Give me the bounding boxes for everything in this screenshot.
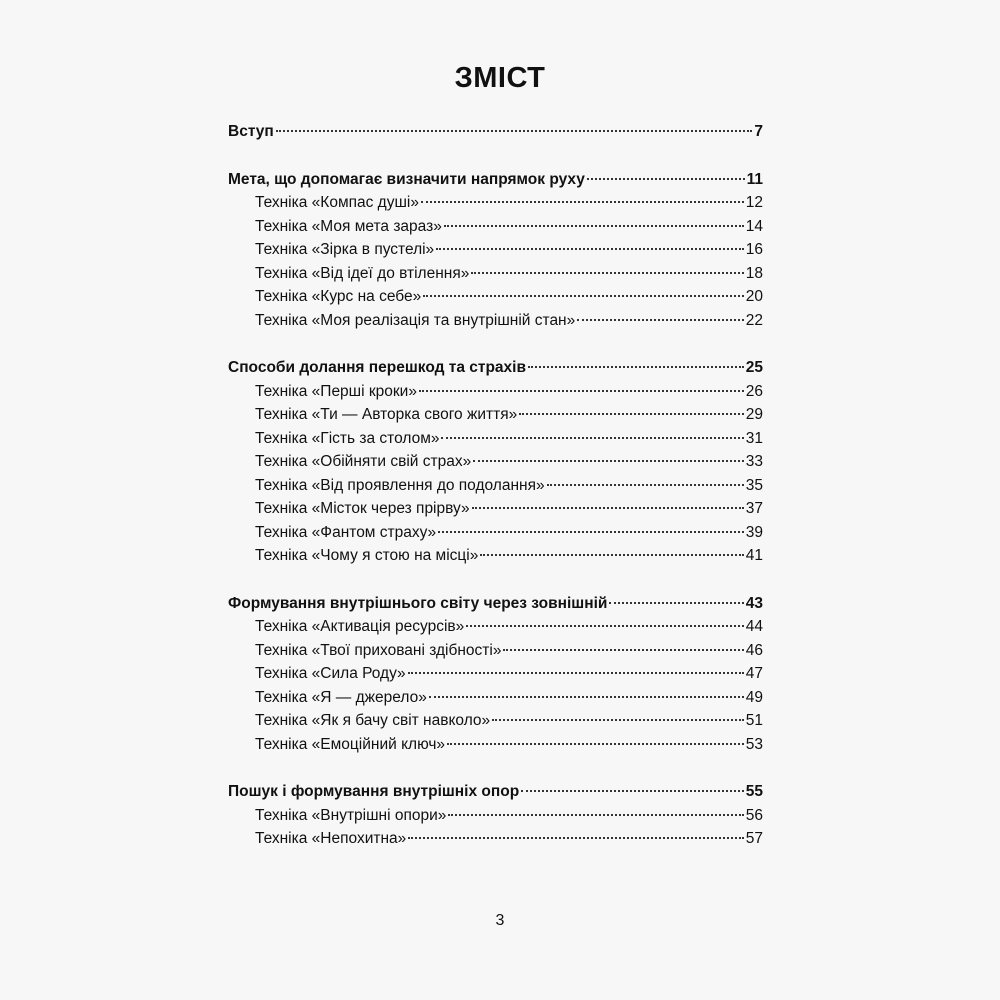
dot-leader [471,272,743,274]
toc-section [228,356,763,568]
toc-item [228,662,763,686]
toc-entry-label: Техніка «Моя мета зараз» [255,217,442,235]
toc-entry-page: 11 [746,170,763,188]
toc-item [228,615,763,639]
toc-item [228,215,763,239]
toc-entry-label: Техніка «Твої приховані здібності» [255,641,502,659]
toc-entry-intro [228,120,763,144]
toc-section-heading [228,168,763,192]
dot-leader [519,413,744,415]
toc-entry-label: Техніка «Від ідеї до втілення» [255,264,470,282]
dot-leader [521,790,744,792]
toc-entry-page: 22 [745,311,763,329]
toc-entry-page: 43 [745,594,763,612]
dot-leader [429,696,744,698]
toc-entry-page: 49 [745,688,763,706]
dot-leader [528,366,744,368]
toc-entry-label: Формування внутрішнього світу через зовнішній [228,594,608,612]
toc-entry-page: 26 [745,382,763,400]
toc-entry-page: 56 [745,806,763,824]
dot-leader [577,319,744,321]
toc-intro-section [228,120,763,144]
toc-entry-label: Техніка «Фантом страху» [255,523,437,541]
toc-item [228,474,763,498]
toc-item [228,733,763,757]
toc-item [228,427,763,451]
toc-item [228,827,763,851]
dot-leader [492,719,744,721]
toc-section-heading [228,356,763,380]
toc-item [228,639,763,663]
toc-entry-label: Мета, що допомагає визначити напрямок руху [228,170,585,188]
toc-entry-label: Техніка «Моя реалізація та внутрішній стан» [255,311,576,329]
toc-entry-page: 25 [745,359,763,376]
dot-leader [441,437,743,439]
dot-leader [276,130,753,132]
toc-entry-page: 20 [745,288,763,305]
toc-entry-label: Техніка «Чому я стою на місці» [255,547,479,564]
toc-entry-page: 57 [745,830,763,847]
dot-leader [547,484,744,486]
toc-section [228,592,763,757]
toc-entry-label: Техніка «Курс на себе» [255,288,422,305]
toc-item [228,521,763,545]
toc-item [228,804,763,828]
toc-item [228,380,763,404]
toc-item [228,309,763,333]
toc-entry-label: Техніка «Перші кроки» [255,382,417,400]
toc-item [228,450,763,474]
toc-entry-label: Вступ [228,123,274,140]
toc-entry-label: Техніка «Я — джерело» [255,688,427,706]
toc-entry-label: Техніка «Компас душі» [255,194,419,211]
toc-entry-page: 46 [745,641,763,659]
page-title: ЗМІСТ [454,62,546,94]
toc-entry-page: 39 [745,523,763,541]
dot-leader [438,531,744,533]
dot-leader [436,248,744,250]
toc-item [228,191,763,215]
dot-leader [448,814,743,816]
toc-entry-label: Техніка «Гість за столом» [255,429,440,447]
dot-leader [609,602,743,604]
dot-leader [466,625,743,627]
toc-entry-label: Техніка «Емоційний ключ» [255,735,446,753]
toc-entry-label: Пошук і формування внутрішніх опор [228,783,520,800]
toc-entry-page: 35 [745,476,763,494]
toc-entry-label: Техніка «Ти — Авторка свого життя» [255,406,518,423]
dot-leader [503,649,743,651]
toc-item [228,262,763,286]
toc-entry-page: 33 [745,453,763,470]
dot-leader [421,201,744,203]
dot-leader [423,295,744,297]
toc-item [228,544,763,568]
dot-leader [408,672,744,674]
toc-item [228,686,763,710]
page-number: 3 [495,912,505,929]
toc-item [228,285,763,309]
toc-entry-page: 51 [745,712,763,729]
toc-entry-label: Техніка «Як я бачу світ навколо» [255,712,491,729]
table-of-contents [228,120,763,875]
toc-item [228,709,763,733]
toc-section-heading [228,780,763,804]
toc-section-heading [228,592,763,616]
toc-entry-label: Техніка «Обійняти свій страх» [255,453,472,470]
toc-entry-label: Техніка «Сила Роду» [255,665,406,682]
toc-entry-page: 47 [745,665,763,682]
toc-entry-page: 7 [754,123,763,140]
dot-leader [447,743,744,745]
toc-entry-page: 12 [745,194,763,211]
toc-section [228,780,763,851]
toc-entry-page: 18 [745,264,763,282]
dot-leader [419,390,744,392]
toc-entry-label: Техніка «Внутрішні опори» [255,806,447,824]
toc-section [228,168,763,333]
dot-leader [587,178,745,180]
dot-leader [473,460,744,462]
toc-entry-page: 29 [745,406,763,423]
toc-entry-label: Техніка «Місток через прірву» [255,500,470,517]
toc-entry-label: Техніка «Зірка в пустелі» [255,241,435,258]
toc-entry-page: 44 [745,618,763,635]
toc-item [228,497,763,521]
toc-entry-page: 41 [745,547,763,564]
toc-entry-page: 16 [745,241,763,258]
toc-entry-label: Техніка «Від проявлення до подолання» [255,476,545,494]
toc-entry-page: 37 [745,500,763,517]
toc-entry-label: Техніка «Активація ресурсів» [255,618,465,635]
toc-entry-label: Способи долання перешкод та страхів [228,359,527,376]
dot-leader [408,837,743,839]
toc-entry-page: 31 [745,429,763,447]
dot-leader [444,225,744,227]
toc-item [228,403,763,427]
dot-leader [472,507,744,509]
toc-entry-page: 53 [745,735,763,753]
toc-entry-page: 14 [745,217,763,235]
toc-item [228,238,763,262]
dot-leader [480,554,743,556]
toc-entry-label: Техніка «Непохитна» [255,830,407,847]
toc-entry-page: 55 [745,783,763,800]
